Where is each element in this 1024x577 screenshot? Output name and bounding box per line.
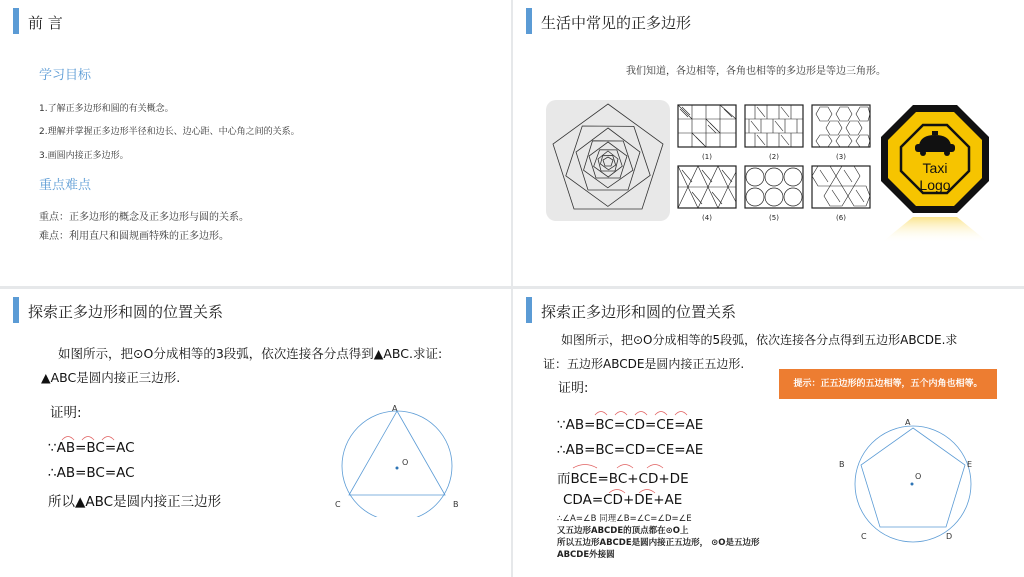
tiling-pattern-1 (676, 103, 740, 165)
arc-marks (563, 486, 673, 494)
proof-step-4: ABCDE外接圆 (557, 550, 615, 560)
arc-marks (60, 433, 120, 441)
proof-line-2: ∴AB=BC=AC (48, 465, 135, 481)
tiling-pattern-6 (810, 164, 874, 226)
taxi-logo-text-2: Logo (919, 177, 951, 193)
goal-item-1: 1.了解正多边形和圆的有关概念。 (39, 104, 174, 114)
tiling-label-4: (4) (702, 214, 712, 222)
title-accent-bar (526, 297, 532, 323)
inscribed-triangle-diagram (330, 397, 480, 517)
slide-triangle-in-circle[interactable] (0, 289, 511, 577)
section-heading-key-points: 重点难点 (39, 178, 92, 193)
goal-item-2: 2.理解并掌握正多边形半径和边长、边心距、中心角之间的关系。 (39, 127, 300, 137)
difficulty-text: 难点：利用直尺和圆规画特殊的正多边形。 (39, 231, 229, 242)
title-accent-bar (13, 8, 19, 34)
point-label-e: E (967, 460, 973, 469)
point-label-b: B (839, 460, 845, 469)
point-label-o: O (915, 472, 922, 481)
taxi-logo-image (879, 103, 991, 253)
slide-title: 探索正多边形和圆的位置关系 (541, 303, 737, 321)
problem-text-line1: 如图所示，把⊙O分成相等的3段弧，依次连接各分点得到▲ABC.求证: (58, 346, 443, 361)
slide-title: 探索正多边形和圆的位置关系 (28, 303, 224, 321)
tiling-label-3: (3) (836, 153, 846, 161)
nested-pentagons-image (546, 100, 670, 221)
point-label-b: B (453, 500, 459, 509)
point-label-d: D (946, 532, 953, 541)
point-label-o: O (402, 458, 409, 467)
title-accent-bar (526, 8, 532, 34)
point-label-a: A (905, 418, 911, 427)
proof-step-1: ∴∠A=∠B 同理∠B=∠C=∠D=∠E (557, 514, 692, 524)
problem-text-line2: ▲ABC是圆内接正三边形. (41, 370, 181, 385)
tiling-label-5: (5) (769, 214, 779, 222)
taxi-logo-text-1: Taxi (922, 160, 948, 176)
arc-marks (571, 461, 681, 469)
inscribed-pentagon-diagram (833, 413, 983, 553)
proof-label: 证明: (50, 405, 82, 421)
slide-title: 生活中常见的正多边形 (541, 14, 692, 32)
tiling-label-6: (6) (836, 214, 846, 222)
problem-text-line1: 如图所示，把⊙O分成相等的5段弧，依次连接各分点得到五边形ABCDE.求 (561, 333, 958, 347)
slide-preface[interactable] (0, 0, 511, 286)
title-accent-bar (13, 297, 19, 323)
tiling-pattern-2 (743, 103, 807, 165)
point-label-a: A (392, 404, 398, 413)
section-heading-goals: 学习目标 (39, 68, 92, 83)
proof-line-4: CDA=CD+DE+AE (563, 492, 682, 508)
tiling-pattern-4 (676, 164, 740, 226)
hint-box: 提示：正五边形的五边相等，五个内角也相等。 (779, 369, 997, 399)
intro-text: 我们知道，各边相等，各角也相等的多边形是等边三角形。 (626, 66, 886, 77)
proof-line-3: 所以▲ABC是圆内接正三边形 (48, 494, 222, 510)
tiling-label-1: (1) (702, 153, 712, 161)
arc-marks (593, 408, 693, 416)
tiling-label-2: (2) (769, 153, 779, 161)
tiling-pattern-3 (810, 103, 874, 165)
proof-label: 证明: (558, 381, 589, 396)
key-point-text: 重点：正多边形的概念及正多边形与圆的关系。 (39, 212, 249, 223)
point-label-c: C (335, 500, 341, 509)
point-label-c: C (861, 532, 867, 541)
slide-polygons-in-life[interactable] (513, 0, 1024, 286)
slide-title: 前 言 (28, 14, 63, 32)
goal-item-3: 3.画圆内接正多边形。 (39, 151, 129, 161)
proof-line-3: 而BCE=BC+CD+DE (557, 467, 689, 487)
proof-line-1: ∵AB=BC=AC (48, 440, 135, 456)
proof-line-1: ∵AB=BC=CD=CE=AE (557, 417, 703, 433)
proof-step-2: 又五边形ABCDE的顶点都在⊙O上 (557, 526, 689, 536)
tiling-pattern-5 (743, 164, 807, 226)
proof-line-2: ∴AB=BC=CD=CE=AE (557, 442, 704, 458)
proof-step-3: 所以五边形ABCDE是圆内接正五边形， ⊙O是五边形 (557, 538, 760, 548)
slide-pentagon-in-circle[interactable] (513, 289, 1024, 577)
problem-text-line2: 证：五边形ABCDE是圆内接正五边形. (543, 357, 745, 371)
